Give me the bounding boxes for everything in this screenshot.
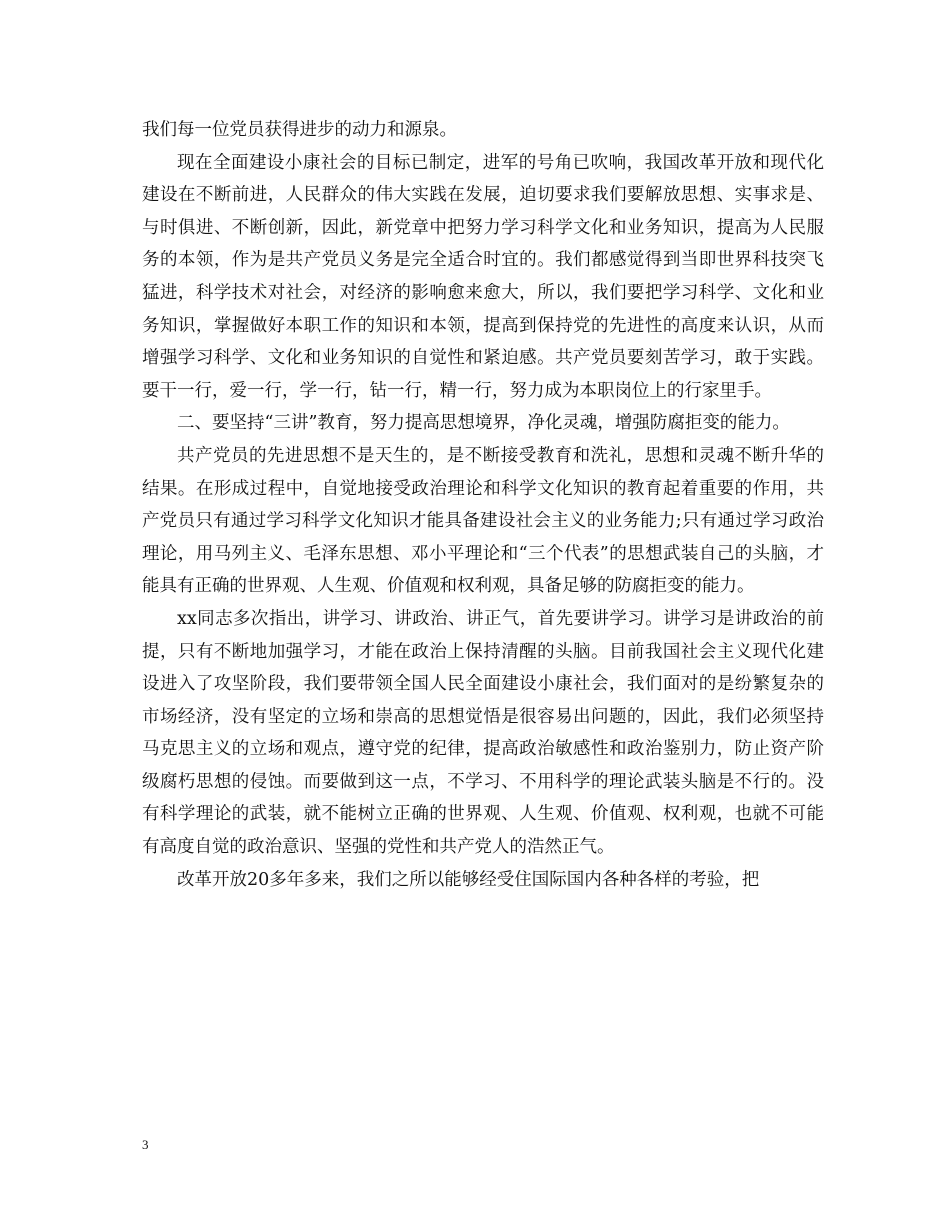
page-number: 3 xyxy=(142,1137,149,1152)
paragraph-xiaokang-goal: 现在全面建设小康社会的目标已制定，进军的号角已吹响，我国改革开放和现代化建设在不断前进，人民群众的伟大实践在发展，迫切要求我们要解放思想、实事求是、与时俱进、不断创新，因此，新党章中把努力学习科学文化和业务知识，提高为人民服务的本领，作为是共产党员义务是完全适合时宜的。我们都感觉得到当即世界科技突飞猛进，科学技术对社会，对经济的影响愈来愈大，所以，我们要把学习科学、文化和业务知识，掌握做好本职工作的知识和本领，提高到保持党的先进性的高度来认识，从而增强学习科学、文化和业务知识的自觉性和紧迫感。共产党员要刻苦学习，敢于实践。要干一行，爱一行，学一行，钻一行，精一行，努力成为本职岗位上的行家里手。 xyxy=(142,152,824,401)
paragraph-continuation: 我们每一位党员获得进步的动力和源泉。 xyxy=(142,120,457,140)
paragraph-advanced-thought: 共产党员的先进思想不是天生的，是不断接受教育和洗礼，思想和灵魂不断升华的结果。在形成过程中，自觉地接受政治理论和科学文化知识的教育起着重要的作用，共产党员只有通过学习科学文化知识才能具备建设社会主义的业务能力;只有通过学习政治理论，用马列主义、毛泽东思想、邓小平理论和“三个代表”的思想武装自己的头脑，才能具有正确的世界观、人生观、价值观和权利观，具备足够的防腐拒变的能力。 xyxy=(142,445,824,597)
paragraph-reform-opening: 改革开放20多年多来，我们之所以能够经受住国际国内各种各样的考验，把 xyxy=(177,869,760,890)
section-heading-san-jiang: 二、要坚持“三讲”教育，努力提高思想境界，净化灵魂，增强防腐拒变的能力。 xyxy=(177,413,790,434)
paragraph-study-politics: xx同志多次指出，讲学习、讲政治、讲正气，首先要讲学习。讲学习是讲政治的前提，只有不断地加强学习，才能在政治上保持清醒的头脑。目前我国社会主义现代化建设进入了攻坚阶段，我们要带领全国人民全面建设小康社会，我们面对的是纷繁复杂的市场经济，没有坚定的立场和崇高的思想觉悟是很容易出问题的，因此，我们必须坚持马克思主义的立场和观点，遵守党的纪律，提高政治敏感性和政治鉴别力，防止资产阶级腐朽思想的侵蚀。而要做到这一点，不学习、不用科学的理论武装头脑是不行的。没有科学理论的武装，就不能树立正确的世界观、人生观、价值观、权利观，也就不可能有高度自觉的政治意识、坚强的党性和共产党人的浩然正气。 xyxy=(142,608,824,858)
document-body xyxy=(142,114,824,896)
